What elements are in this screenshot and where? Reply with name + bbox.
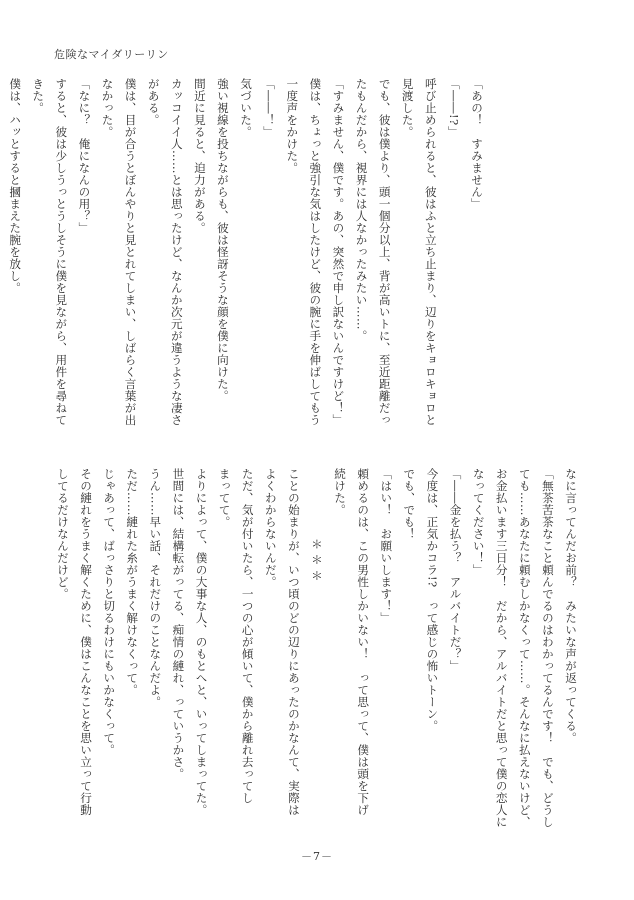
text-line: 一度声をかけた。: [285, 78, 300, 174]
text-line: なに言ってんだお前？ みたいな声が返ってくる。: [564, 468, 578, 744]
text-line: その縺れをうまく解くために、僕はこんなことを思い立って行動: [79, 468, 94, 816]
text-block-upper: [8, 78, 488, 440]
text-line: 「――！」: [262, 78, 277, 138]
text-line: [0, 78, 3, 440]
running-title: 危険なマイダリーリン: [54, 48, 169, 61]
text-line: 僕は、目が合うとぼんやりと見とれてしまい、しばらく言葉が出: [123, 78, 138, 426]
text-line: ただ、気が付いたら、一つの心が傾いて、僕から離れ去ってし: [240, 468, 255, 804]
text-line: でも、でも！: [402, 468, 417, 540]
text-line: じゃあって、ばっさりと切るわけにもいかなくって。: [102, 468, 117, 756]
text-line: よくわからないんだ。: [263, 468, 278, 588]
text-line: 「なに？ 俺になんの用？」: [77, 78, 92, 234]
text-line: 「無茶苦茶なこと頼んでるのはわかってるんです！ でも、どうし: [540, 468, 555, 828]
text-line: 続けた。: [333, 468, 348, 516]
text-line: 「すみません、僕です。あの、突然で申し訳ないんですけど！」: [331, 78, 346, 426]
text-line: 「あの！ すみません」: [470, 78, 484, 210]
text-line: してるだけなんだけど。: [55, 468, 70, 600]
page-number: －7－: [301, 850, 333, 863]
text-line: ことの始まりが、いつ頃のどの辺りにあったのかなんて、実際は: [286, 468, 301, 816]
text-block-lower: [52, 468, 582, 830]
text-line: 間近に見ると、迫力がある。: [192, 78, 207, 234]
text-line: 世間には、結構転がってる、痴情の縺れ、っていうかさ。: [171, 468, 186, 780]
text-line: うん……早い話、それだけのことなんだよ。: [148, 468, 163, 708]
text-line: よりによって、僕の大事な人、のもとへと、いってしまってた。: [194, 468, 209, 816]
text-line: 僕は、ちょっと強引な気はしたけど、彼の腕に手を伸ばしてもう: [308, 78, 323, 426]
text-line: 今度は、正気かコラ!? って感じの怖いトーン。: [425, 468, 440, 732]
text-line: でも、彼は僕より、頭一個分以上、背が高いトに、至近距離だっ: [377, 78, 392, 426]
text-line: きた。: [31, 78, 46, 114]
text-line: まってて。: [217, 468, 232, 528]
text-line: ても……あなたに頼むしかなくって……。そんなに払えないけど、: [517, 468, 532, 828]
text-line: すると、彼は少しうっとうしそうに僕を見ながら、用件を尋ねて: [54, 78, 69, 426]
text-line: 「――!?」: [446, 78, 461, 138]
text-line: 呼び止められると、彼はふと立ち止まり、辺りをキョロキョロと: [423, 78, 438, 426]
text-line: 「はい！ お願いします！」: [379, 468, 394, 624]
text-line: お金払います三日分！ だから、アルバイトだと思って僕の恋人に: [494, 468, 509, 828]
text-line: 「――金を払う？ アルバイトだ？」: [448, 468, 463, 672]
text-line: ただ……縺れた糸がうまく解けなくって。: [125, 468, 140, 696]
text-line: たもんだから、視界には人なかったみたい……。: [354, 78, 369, 342]
text-line: なってください！」: [471, 468, 486, 576]
text-line: なかった。: [100, 78, 115, 138]
text-line: 気づいた。: [239, 78, 254, 138]
text-line: がある。: [146, 78, 161, 126]
text-line: 強い視線を投ちながらも、彼は怪訝そうな顔を僕に向けた。: [215, 78, 230, 402]
text-line: カッコイイ人……とは思ったけど、なんか次元が違うような凄さ: [169, 78, 184, 426]
section-break: ＊＊＊: [309, 537, 324, 585]
text-line: 僕は、ハッとすると摑まえた腕を放し。: [8, 78, 23, 294]
text-line: 見渡した。: [400, 78, 415, 138]
text-line: 頼めるのは、この男性しかいない！ って思って、僕は頭を下げ: [356, 468, 371, 816]
